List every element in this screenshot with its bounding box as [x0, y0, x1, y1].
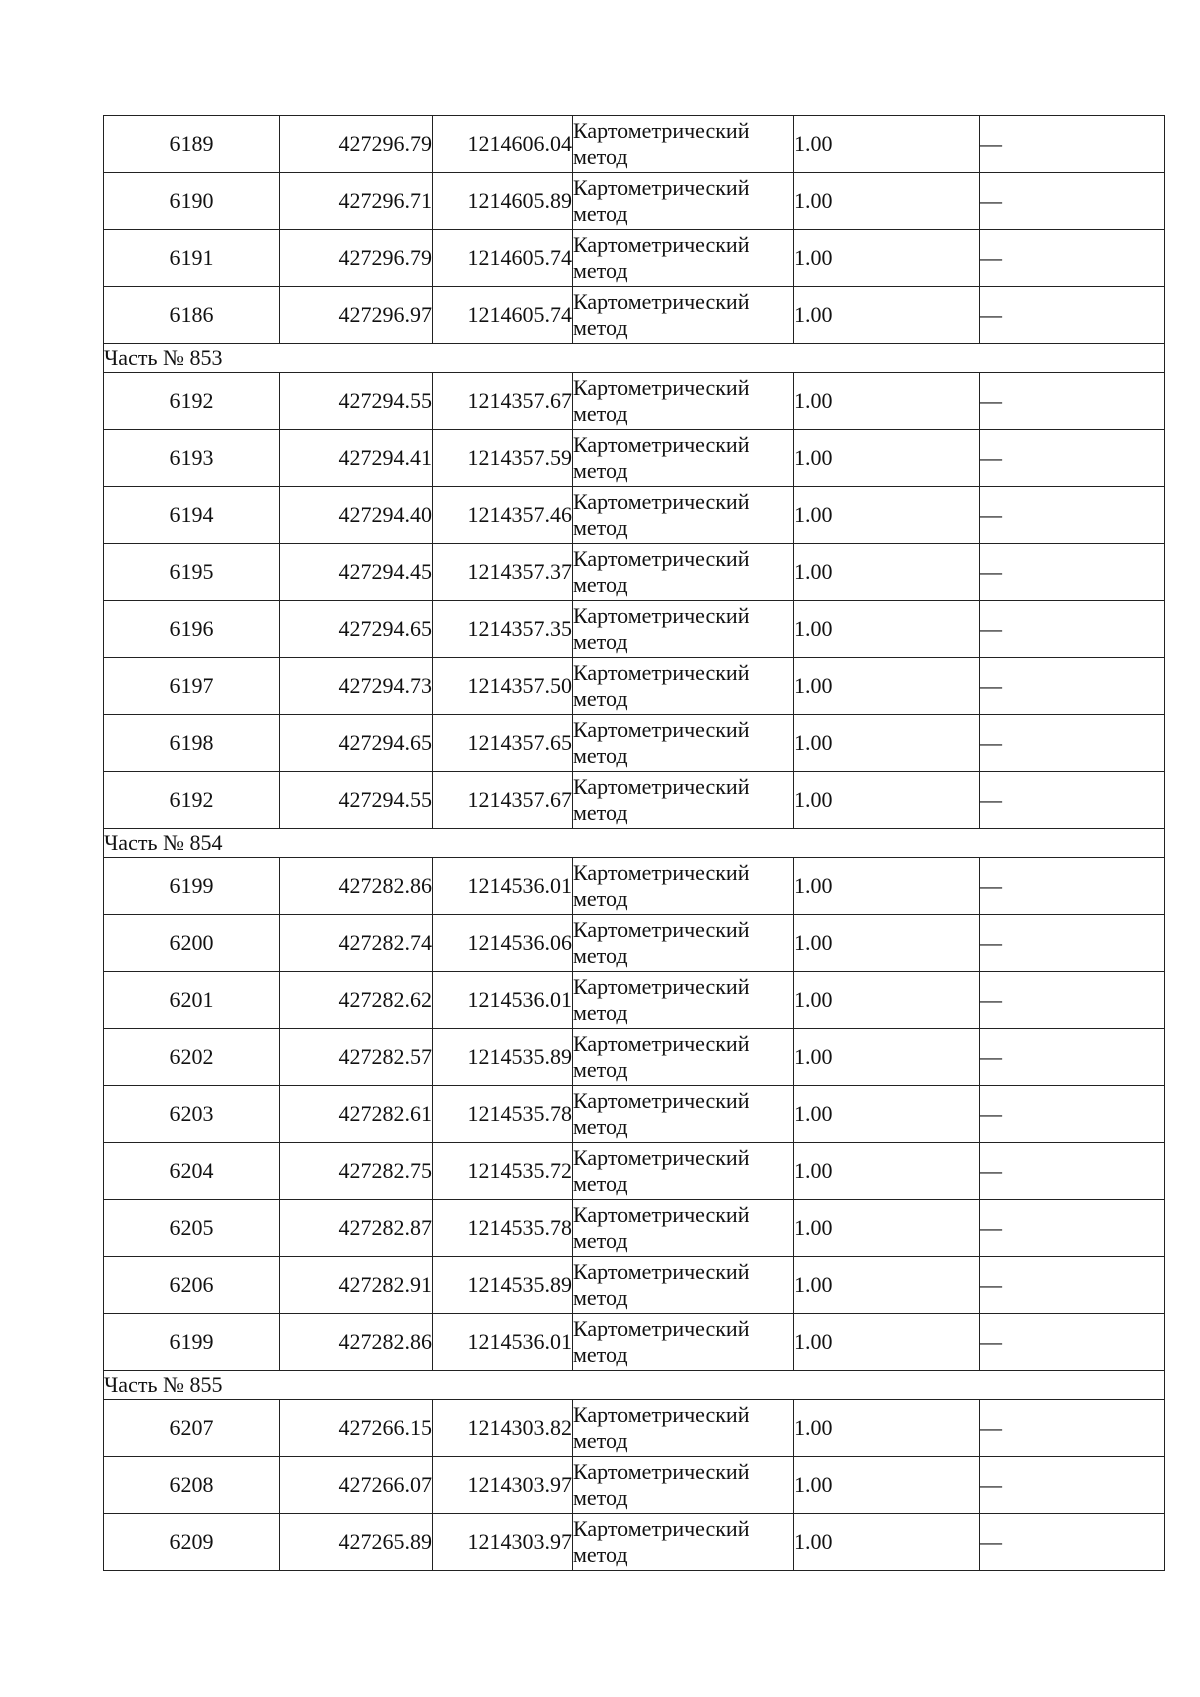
table-row [104, 715, 1165, 772]
method-cell [573, 1314, 794, 1371]
x-coordinate-cell: 427282.57 [280, 1029, 433, 1086]
y-coordinate-cell: 1214357.65 [433, 715, 573, 772]
table-row [104, 173, 1165, 230]
accuracy-cell: 1.00 [794, 116, 980, 173]
accuracy-cell: 1.00 [794, 487, 980, 544]
y-coordinate-cell: 1214536.01 [433, 972, 573, 1029]
y-coordinate-cell: 1214303.82 [433, 1400, 573, 1457]
method-line-1: Картометрический [573, 1402, 750, 1427]
section-heading: Часть № 855 [104, 1371, 1165, 1400]
note-dash-cell: — [980, 116, 1165, 173]
table-row [104, 1200, 1165, 1257]
point-number-cell: 6192 [104, 772, 280, 829]
method-cell [573, 430, 794, 487]
method-line-2: метод [573, 1342, 628, 1367]
y-coordinate-cell: 1214357.59 [433, 430, 573, 487]
table-row [104, 658, 1165, 715]
accuracy-cell: 1.00 [794, 1086, 980, 1143]
method-cell [573, 1029, 794, 1086]
point-number-cell: 6206 [104, 1257, 280, 1314]
method-cell [573, 772, 794, 829]
point-number-cell: 6195 [104, 544, 280, 601]
table-row [104, 487, 1165, 544]
method-line-1: Картометрический [573, 289, 750, 314]
point-number-cell: 6193 [104, 430, 280, 487]
table-row [104, 373, 1165, 430]
method-line-2: метод [573, 458, 628, 483]
x-coordinate-cell: 427265.89 [280, 1514, 433, 1571]
point-number-cell: 6207 [104, 1400, 280, 1457]
table-body [104, 116, 1165, 1571]
y-coordinate-cell: 1214357.46 [433, 487, 573, 544]
method-line-1: Картометрический [573, 1145, 750, 1170]
table-row [104, 1143, 1165, 1200]
table-row [104, 858, 1165, 915]
x-coordinate-cell: 427282.61 [280, 1086, 433, 1143]
point-number-cell: 6199 [104, 1314, 280, 1371]
table-row [104, 1314, 1165, 1371]
x-coordinate-cell: 427294.65 [280, 601, 433, 658]
method-line-1: Картометрический [573, 375, 750, 400]
table-row [104, 915, 1165, 972]
note-dash-cell: — [980, 658, 1165, 715]
method-line-1: Картометрический [573, 546, 750, 571]
y-coordinate-cell: 1214535.89 [433, 1257, 573, 1314]
accuracy-cell: 1.00 [794, 544, 980, 601]
x-coordinate-cell: 427282.62 [280, 972, 433, 1029]
x-coordinate-cell: 427294.55 [280, 373, 433, 430]
method-line-1: Картометрический [573, 1202, 750, 1227]
note-dash-cell: — [980, 173, 1165, 230]
method-cell [573, 601, 794, 658]
method-line-2: метод [573, 629, 628, 654]
method-cell [573, 1514, 794, 1571]
y-coordinate-cell: 1214357.50 [433, 658, 573, 715]
table-row [104, 1086, 1165, 1143]
method-line-2: метод [573, 144, 628, 169]
note-dash-cell: — [980, 1086, 1165, 1143]
point-number-cell: 6192 [104, 373, 280, 430]
x-coordinate-cell: 427282.91 [280, 1257, 433, 1314]
method-line-2: метод [573, 258, 628, 283]
y-coordinate-cell: 1214357.37 [433, 544, 573, 601]
method-line-1: Картометрический [573, 232, 750, 257]
point-number-cell: 6186 [104, 287, 280, 344]
point-number-cell: 6205 [104, 1200, 280, 1257]
coordinates-table [103, 115, 1165, 1571]
table-row [104, 1457, 1165, 1514]
note-dash-cell: — [980, 715, 1165, 772]
method-cell [573, 972, 794, 1029]
note-dash-cell: — [980, 858, 1165, 915]
section-heading: Часть № 853 [104, 344, 1165, 373]
x-coordinate-cell: 427282.86 [280, 858, 433, 915]
method-cell [573, 487, 794, 544]
y-coordinate-cell: 1214535.78 [433, 1200, 573, 1257]
accuracy-cell: 1.00 [794, 173, 980, 230]
method-cell [573, 116, 794, 173]
point-number-cell: 6196 [104, 601, 280, 658]
table-row [104, 972, 1165, 1029]
method-line-1: Картометрический [573, 774, 750, 799]
method-line-2: метод [573, 401, 628, 426]
method-line-2: метод [573, 686, 628, 711]
method-line-1: Картометрический [573, 917, 750, 942]
note-dash-cell: — [980, 487, 1165, 544]
x-coordinate-cell: 427296.79 [280, 230, 433, 287]
point-number-cell: 6190 [104, 173, 280, 230]
method-cell [573, 1200, 794, 1257]
section-heading-row [104, 829, 1165, 858]
x-coordinate-cell: 427294.41 [280, 430, 433, 487]
table-row [104, 116, 1165, 173]
method-line-2: метод [573, 800, 628, 825]
x-coordinate-cell: 427282.75 [280, 1143, 433, 1200]
point-number-cell: 6189 [104, 116, 280, 173]
method-line-2: метод [573, 1000, 628, 1025]
x-coordinate-cell: 427282.87 [280, 1200, 433, 1257]
table-row [104, 1257, 1165, 1314]
note-dash-cell: — [980, 772, 1165, 829]
note-dash-cell: — [980, 287, 1165, 344]
accuracy-cell: 1.00 [794, 658, 980, 715]
method-line-1: Картометрический [573, 860, 750, 885]
method-cell [573, 1457, 794, 1514]
method-line-1: Картометрический [573, 432, 750, 457]
accuracy-cell: 1.00 [794, 373, 980, 430]
accuracy-cell: 1.00 [794, 601, 980, 658]
x-coordinate-cell: 427296.71 [280, 173, 433, 230]
method-cell [573, 544, 794, 601]
point-number-cell: 6202 [104, 1029, 280, 1086]
x-coordinate-cell: 427294.55 [280, 772, 433, 829]
point-number-cell: 6204 [104, 1143, 280, 1200]
method-cell [573, 1143, 794, 1200]
note-dash-cell: — [980, 544, 1165, 601]
method-line-1: Картометрический [573, 1459, 750, 1484]
section-heading: Часть № 854 [104, 829, 1165, 858]
point-number-cell: 6201 [104, 972, 280, 1029]
accuracy-cell: 1.00 [794, 772, 980, 829]
table-row [104, 1514, 1165, 1571]
y-coordinate-cell: 1214357.67 [433, 373, 573, 430]
x-coordinate-cell: 427266.15 [280, 1400, 433, 1457]
x-coordinate-cell: 427296.79 [280, 116, 433, 173]
method-line-2: метод [573, 201, 628, 226]
point-number-cell: 6191 [104, 230, 280, 287]
method-line-1: Картометрический [573, 1031, 750, 1056]
note-dash-cell: — [980, 373, 1165, 430]
method-line-2: метод [573, 1485, 628, 1510]
method-line-2: метод [573, 315, 628, 340]
method-cell [573, 858, 794, 915]
accuracy-cell: 1.00 [794, 972, 980, 1029]
table-row [104, 1029, 1165, 1086]
point-number-cell: 6209 [104, 1514, 280, 1571]
method-line-1: Картометрический [573, 603, 750, 628]
method-line-1: Картометрический [573, 1259, 750, 1284]
note-dash-cell: — [980, 972, 1165, 1029]
method-line-1: Картометрический [573, 1316, 750, 1341]
table-row [104, 772, 1165, 829]
point-number-cell: 6194 [104, 487, 280, 544]
method-cell [573, 373, 794, 430]
accuracy-cell: 1.00 [794, 1314, 980, 1371]
method-cell [573, 1257, 794, 1314]
method-line-1: Картометрический [573, 1088, 750, 1113]
method-line-1: Картометрический [573, 1516, 750, 1541]
note-dash-cell: — [980, 1143, 1165, 1200]
y-coordinate-cell: 1214357.67 [433, 772, 573, 829]
accuracy-cell: 1.00 [794, 1200, 980, 1257]
x-coordinate-cell: 427266.07 [280, 1457, 433, 1514]
point-number-cell: 6200 [104, 915, 280, 972]
method-line-2: метод [573, 572, 628, 597]
x-coordinate-cell: 427294.65 [280, 715, 433, 772]
y-coordinate-cell: 1214605.74 [433, 230, 573, 287]
method-line-2: метод [573, 515, 628, 540]
method-line-2: метод [573, 1542, 628, 1567]
method-cell [573, 715, 794, 772]
method-line-1: Картометрический [573, 175, 750, 200]
point-number-cell: 6197 [104, 658, 280, 715]
x-coordinate-cell: 427294.45 [280, 544, 433, 601]
method-line-1: Картометрический [573, 489, 750, 514]
y-coordinate-cell: 1214303.97 [433, 1514, 573, 1571]
section-heading-row [104, 1371, 1165, 1400]
method-line-1: Картометрический [573, 118, 750, 143]
note-dash-cell: — [980, 1029, 1165, 1086]
y-coordinate-cell: 1214535.89 [433, 1029, 573, 1086]
table-row [104, 1400, 1165, 1457]
accuracy-cell: 1.00 [794, 430, 980, 487]
accuracy-cell: 1.00 [794, 915, 980, 972]
x-coordinate-cell: 427296.97 [280, 287, 433, 344]
note-dash-cell: — [980, 1314, 1165, 1371]
point-number-cell: 6199 [104, 858, 280, 915]
accuracy-cell: 1.00 [794, 858, 980, 915]
method-line-2: метод [573, 743, 628, 768]
note-dash-cell: — [980, 601, 1165, 658]
note-dash-cell: — [980, 1457, 1165, 1514]
accuracy-cell: 1.00 [794, 1143, 980, 1200]
y-coordinate-cell: 1214605.74 [433, 287, 573, 344]
note-dash-cell: — [980, 1200, 1165, 1257]
accuracy-cell: 1.00 [794, 287, 980, 344]
y-coordinate-cell: 1214536.06 [433, 915, 573, 972]
y-coordinate-cell: 1214535.78 [433, 1086, 573, 1143]
method-line-2: метод [573, 1114, 628, 1139]
x-coordinate-cell: 427294.40 [280, 487, 433, 544]
accuracy-cell: 1.00 [794, 1400, 980, 1457]
y-coordinate-cell: 1214303.97 [433, 1457, 573, 1514]
method-cell [573, 230, 794, 287]
method-line-1: Картометрический [573, 717, 750, 742]
y-coordinate-cell: 1214535.72 [433, 1143, 573, 1200]
note-dash-cell: — [980, 430, 1165, 487]
x-coordinate-cell: 427294.73 [280, 658, 433, 715]
accuracy-cell: 1.00 [794, 1029, 980, 1086]
method-line-1: Картометрический [573, 974, 750, 999]
table-row [104, 287, 1165, 344]
table-row [104, 230, 1165, 287]
y-coordinate-cell: 1214536.01 [433, 1314, 573, 1371]
point-number-cell: 6208 [104, 1457, 280, 1514]
y-coordinate-cell: 1214606.04 [433, 116, 573, 173]
method-line-2: метод [573, 1228, 628, 1253]
y-coordinate-cell: 1214357.35 [433, 601, 573, 658]
point-number-cell: 6203 [104, 1086, 280, 1143]
note-dash-cell: — [980, 1257, 1165, 1314]
y-coordinate-cell: 1214536.01 [433, 858, 573, 915]
y-coordinate-cell: 1214605.89 [433, 173, 573, 230]
method-line-2: метод [573, 1285, 628, 1310]
method-cell [573, 915, 794, 972]
method-cell [573, 1086, 794, 1143]
method-cell [573, 1400, 794, 1457]
table-row [104, 601, 1165, 658]
note-dash-cell: — [980, 230, 1165, 287]
section-heading-row [104, 344, 1165, 373]
x-coordinate-cell: 427282.86 [280, 1314, 433, 1371]
accuracy-cell: 1.00 [794, 230, 980, 287]
method-line-2: метод [573, 1057, 628, 1082]
method-line-2: метод [573, 886, 628, 911]
method-line-2: метод [573, 943, 628, 968]
accuracy-cell: 1.00 [794, 1514, 980, 1571]
note-dash-cell: — [980, 915, 1165, 972]
method-cell [573, 287, 794, 344]
note-dash-cell: — [980, 1400, 1165, 1457]
accuracy-cell: 1.00 [794, 715, 980, 772]
note-dash-cell: — [980, 1514, 1165, 1571]
x-coordinate-cell: 427282.74 [280, 915, 433, 972]
point-number-cell: 6198 [104, 715, 280, 772]
accuracy-cell: 1.00 [794, 1457, 980, 1514]
method-line-2: метод [573, 1171, 628, 1196]
method-line-2: метод [573, 1428, 628, 1453]
accuracy-cell: 1.00 [794, 1257, 980, 1314]
method-cell [573, 658, 794, 715]
table-row [104, 544, 1165, 601]
method-line-1: Картометрический [573, 660, 750, 685]
method-cell [573, 173, 794, 230]
table-row [104, 430, 1165, 487]
